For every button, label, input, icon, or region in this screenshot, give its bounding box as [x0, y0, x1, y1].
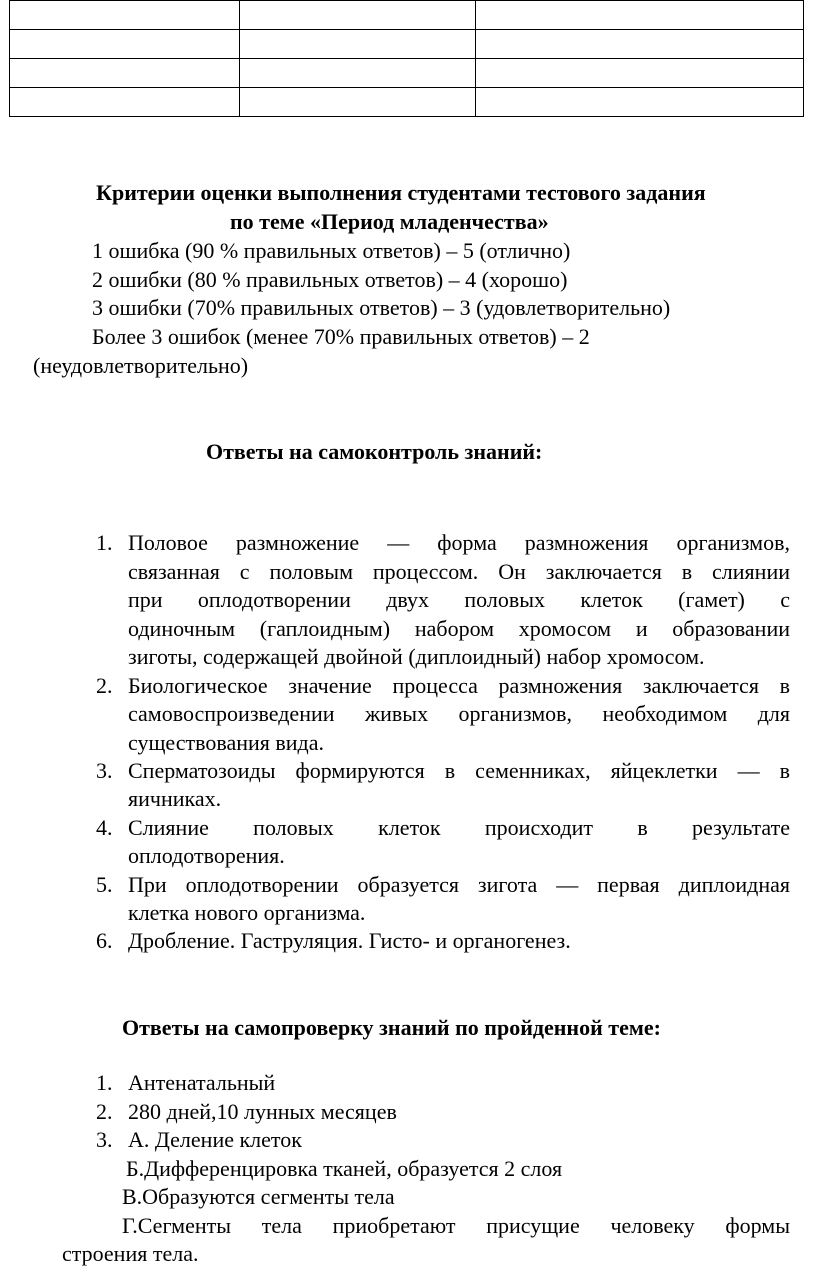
list-item-line: Дробление. Гаструляция. Гисто- и органогенез. — [128, 928, 571, 953]
list-number: 2. — [96, 1099, 113, 1124]
table-cell — [240, 88, 476, 117]
list-number: 3. — [96, 1127, 113, 1152]
list-number: 2. — [96, 673, 113, 698]
list-subitem: Б.Дифференцировка тканей, образуется 2 слоя — [126, 1156, 563, 1181]
table-row — [10, 59, 804, 88]
list-item-line: При оплодотворении образуется зигота — первая диплоидная — [128, 872, 790, 897]
list-number: 6. — [96, 928, 113, 953]
table-cell — [240, 1, 476, 30]
criteria-line: Более 3 ошибок (менее 70% правильных ответов) – 2 — [92, 324, 590, 349]
list-item: А. Деление клеток — [128, 1127, 302, 1152]
table-cell — [10, 59, 240, 88]
list-item-line: зиготы, содержащей двойной (диплоидный) набор хромосом. — [128, 644, 705, 669]
criteria-line: 3 ошибки (70% правильных ответов) – 3 (удовлетворительно) — [92, 295, 671, 320]
table-row — [10, 30, 804, 59]
criteria-line: (неудовлетворительно) — [33, 353, 249, 378]
list-number: 5. — [96, 872, 113, 897]
list-number: 4. — [96, 815, 113, 840]
list-subitem: строения тела. — [62, 1241, 199, 1266]
table-row — [10, 1, 804, 30]
empty-table — [9, 0, 804, 117]
list-item-line: Сперматозоиды формируются в семенниках, яйцеклетки — в — [128, 758, 790, 783]
list-item: Антенатальный — [128, 1070, 276, 1095]
selfcontrol-heading: Ответы на самоконтроль знаний: — [206, 439, 543, 464]
list-item-line: оплодотворения. — [128, 843, 285, 868]
table-cell — [476, 1, 804, 30]
list-subitem: В.Образуются сегменты тела — [122, 1184, 395, 1209]
list-item-line: при оплодотворении двух половых клеток (гамет) с — [128, 587, 790, 612]
criteria-line: 1 ошибка (90 % правильных ответов) – 5 (отлично) — [92, 238, 571, 263]
table-cell — [476, 59, 804, 88]
table-cell — [10, 88, 240, 117]
list-number: 1. — [96, 530, 113, 555]
criteria-line: 2 ошибки (80 % правильных ответов) – 4 (хорошо) — [92, 267, 568, 292]
table-cell — [476, 88, 804, 117]
criteria-title-line2: по теме «Период младенчества» — [230, 209, 549, 234]
table-cell — [240, 59, 476, 88]
list-item-line: клетка нового организма. — [128, 900, 366, 925]
selfcheck-heading: Ответы на самопроверку знаний по пройденной теме: — [122, 1015, 661, 1040]
list-item-line: Слияние половых клеток происходит в результате — [128, 815, 790, 840]
table-cell — [240, 30, 476, 59]
list-item-line: связанная с половым процессом. Он заключается в слиянии — [128, 559, 790, 584]
list-item-line: Биологическое значение процесса размножения заключается в — [128, 673, 790, 698]
table-cell — [10, 1, 240, 30]
list-item-line: существования вида. — [128, 730, 324, 755]
list-subitem: Г.Сегменты тела приобретают присущие человеку формы — [122, 1213, 790, 1238]
list-item-line: самовоспроизведении живых организмов, необходимом для — [128, 701, 790, 726]
list-item-line: одиночным (гаплоидным) набором хромосом и образовании — [128, 616, 790, 641]
list-item-line: Половое размножение — форма размножения организмов, — [128, 530, 790, 555]
list-item-line: яичниках. — [128, 786, 222, 811]
table-cell — [476, 30, 804, 59]
list-number: 3. — [96, 758, 113, 783]
table-row — [10, 88, 804, 117]
table-cell — [10, 30, 240, 59]
list-item: 280 дней,10 лунных месяцев — [128, 1099, 397, 1124]
criteria-title-line1: Критерии оценки выполнения студентами тестового задания — [96, 180, 706, 205]
list-number: 1. — [96, 1070, 113, 1095]
